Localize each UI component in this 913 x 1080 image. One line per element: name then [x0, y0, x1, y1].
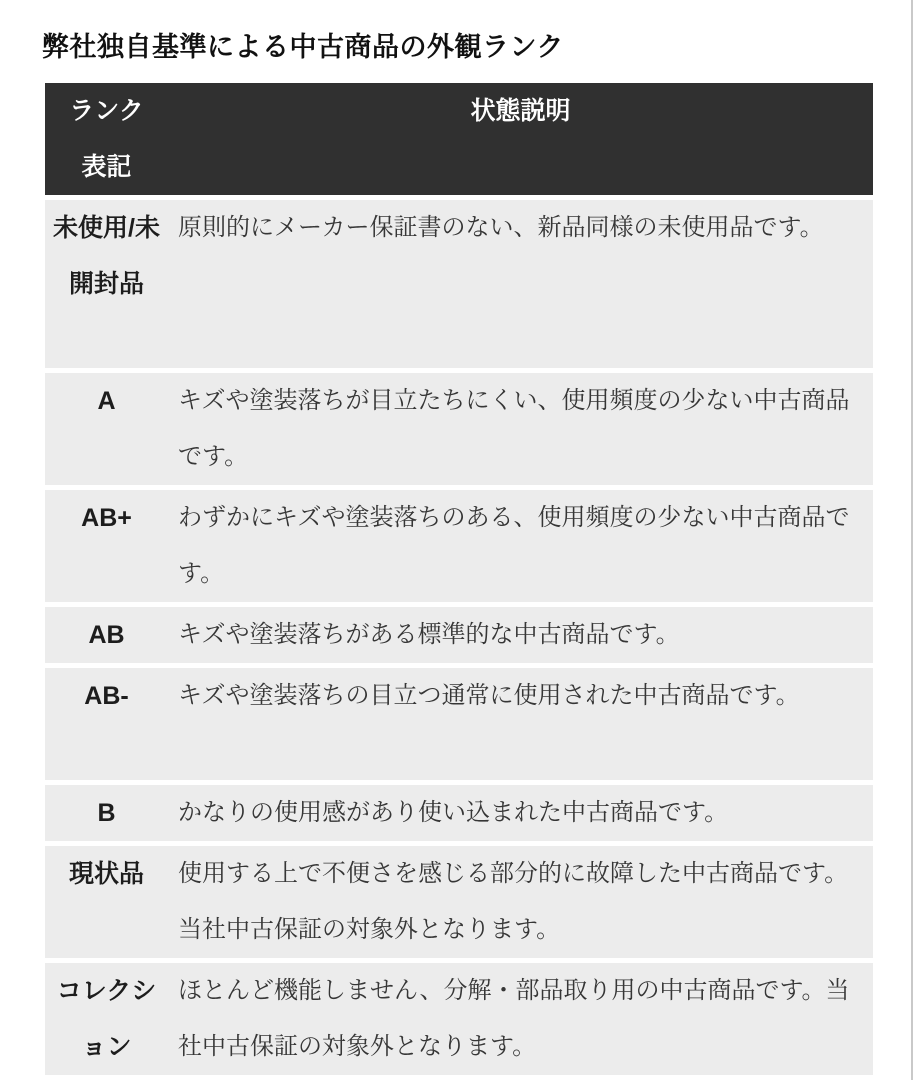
description-cell: わずかにキズや塗装落ちのある、使用頻度の少ない中古商品です。 [168, 490, 873, 602]
description-cell: キズや塗装落ちの目立つ通常に使用された中古商品です。 [168, 668, 873, 780]
description-cell: キズや塗装落ちがある標準的な中古商品です。 [168, 607, 873, 663]
rank-cell: B [45, 785, 168, 841]
table-row-ab [45, 607, 873, 663]
table-header-row [45, 83, 873, 195]
rank-cell: AB [45, 607, 168, 663]
condition-rank-table [45, 78, 873, 1080]
description-cell: 使用する上で不便さを感じる部分的に故障した中古商品です。当社中古保証の対象外となります。 [168, 846, 873, 958]
table-row-unused [45, 200, 873, 368]
table-row-ab-minus [45, 668, 873, 780]
rank-cell: 未使用/未開封品 [45, 200, 168, 368]
page-title: 弊社独自基準による中古商品の外観ランク [42, 32, 564, 62]
table-row-a [45, 373, 873, 485]
description-cell: キズや塗装落ちが目立たちにくい、使用頻度の少ない中古商品です。 [168, 373, 873, 485]
rank-cell: AB- [45, 668, 168, 780]
table-row-collection [45, 963, 873, 1075]
description-cell: かなりの使用感があり使い込まれた中古商品です。 [168, 785, 873, 841]
rank-cell: コレクション [45, 963, 168, 1075]
table-row-as-is [45, 846, 873, 958]
rank-cell: A [45, 373, 168, 485]
rank-cell: 現状品 [45, 846, 168, 958]
rank-cell: AB+ [45, 490, 168, 602]
description-cell: ほとんど機能しません、分解・部品取り用の中古商品です。当社中古保証の対象外となります。 [168, 963, 873, 1075]
table-row-b [45, 785, 873, 841]
table-row-ab-plus [45, 490, 873, 602]
table-header-rank: ランク表記 [45, 83, 168, 195]
description-cell: 原則的にメーカー保証書のない、新品同様の未使用品です。 [168, 200, 873, 368]
table-header-description: 状態説明 [168, 83, 873, 195]
